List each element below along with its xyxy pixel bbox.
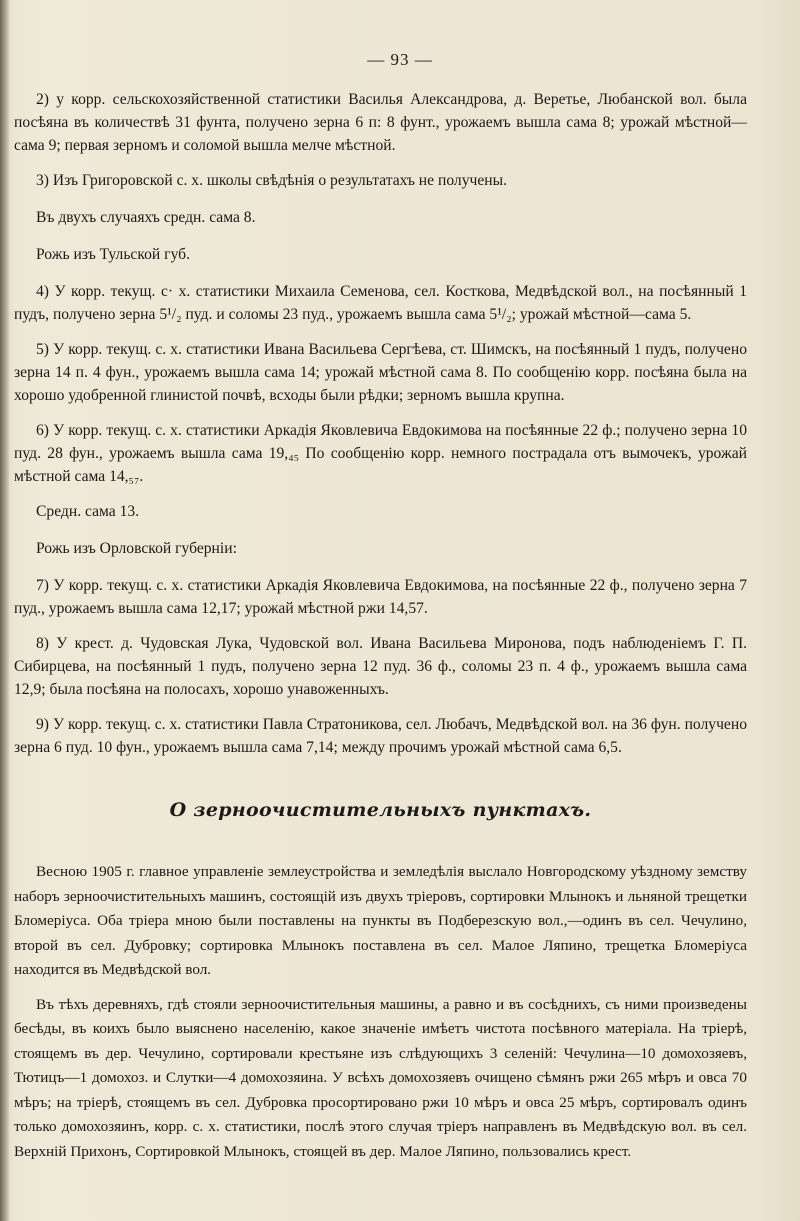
- page-body: [14, 88, 747, 1174]
- section-body: [14, 860, 747, 1164]
- subheading-orel-rye: Рожь изъ Орловской губерніи:: [36, 540, 237, 557]
- paragraph-item-2: 2) у корр. сельскохозяйственной статистики Василья Александрова, д. Веретье, Любанской вол. была посѣяна въ количествѣ 31 фунта, получено зерна 6 п: 8 фунт., урожаемъ вышла сама 8; урожай мѣстной—сама 9; первая зерномъ и соломой вышла мелче мѣстной.: [14, 91, 747, 154]
- paragraph-item-9: 9) У корр. текущ. с. х. статистики Павла Стратоникова, сел. Любачъ, Медвѣдской вол. на 36 фун. получено зерна 6 пуд. 10 фун., урожаемъ вышла сама 7,14; между прочимъ урожай мѣстной сама 6,5.: [14, 716, 747, 756]
- paragraph-item-5: 5) У корр. текущ. с. х. статистики Ивана Васильева Сергѣева, ст. Шимскъ, на посѣянный 1 пудъ, получено зерна 14 п. 4 фун., урожаемъ вышла сама 14; урожай мѣстной сама 8. По сообщенію корр. посѣяна была на хорошо удобренной глинистой почвѣ, всходы были рѣдки; зерномъ вышла крупна.: [14, 341, 747, 404]
- page-binding-edge: [0, 0, 9, 1221]
- summary-average-13: Средн. сама 13.: [36, 503, 140, 520]
- paragraph-spring-1905: Весною 1905 г. главное управленіе землеустройства и земледѣлія выслало Новгородскому уѣздному земству наборъ зерноочистительныхъ машинъ, состоящій изъ двухъ тріеровъ, сортировки Млынокъ и льняной трещетки Бломеріуса. Оба тріера мною были поставлены на пункты въ Подберезскую вол.,—одинъ въ сел. Чечулино, второй въ сел. Дубровку; сортировка Млынокъ поставлена въ сел. Малое Ляпино, трещетка Бломеріуса находится въ Медвѣдской вол.: [14, 863, 747, 978]
- summary-two-cases: Въ двухъ случаяхъ средн. сама 8.: [36, 209, 256, 226]
- paragraph-item-3: 3) Изъ Григоровской с. х. школы свѣдѣнія о результатахъ не получены.: [36, 172, 507, 189]
- paragraph-villages: Въ тѣхъ деревняхъ, гдѣ стояли зерноочистительныя машины, а равно и въ сосѣднихъ, съ ними произведены бесѣды, въ коихъ было выяснено населенію, какое значеніе имѣетъ чистота посѣвного матеріала. На тріерѣ, стоящемъ въ дер. Чечулино, сортировали крестьяне изъ слѣдующихъ 3 селеній: Чечулина—10 домохозяевъ, Тютицъ—1 домохоз. и Слутки—4 домохозяина. У всѣхъ домохозяевъ очищено сѣмянъ ржи 265 мѣръ и овса 70 мѣръ; на тріерѣ, стоящемъ въ сел. Дубровка просортировано ржи 10 мѣръ и овса 25 мѣръ, сортировалъ одинъ только домохозяинъ, корр. с. х. статистики, послѣ этого случая тріеръ направленъ въ Медвѣдскую вол. въ сел. Верхній Прихонъ, Сортировкой Млынокъ, стоящей въ дер. Малое Ляпино, пользовались крест.: [14, 995, 747, 1160]
- paragraph-item-4: 4) У корр. текущ. с· х. статистики Михаила Семенова, сел. Косткова, Медвѣдской вол., на посѣянный 1 пудъ, получено зерна 5¹/₂ пуд. и соломы 23 пуд., урожаемъ вышла сама 5¹/₂; урожай мѣстной—сама 5.: [14, 283, 747, 323]
- paragraph-item-6: 6) У корр. текущ. с. х. статистики Аркадія Яковлевича Евдокимова на посѣянные 22 ф.; получено зерна 10 пуд. 28 фун., урожаемъ вышла сама 19,₄₅ По сообщенію корр. немного пострадала отъ вымочекъ, урожай мѣстной сама 14,₅₇.: [14, 422, 747, 485]
- paragraph-item-8: 8) У крест. д. Чудовская Лука, Чудовской вол. Ивана Васильева Миронова, подъ наблюденіемъ Г. П. Сибирцева, на посѣянный 1 пудъ, получено зерна 12 пуд. 36 ф., соломы 23 п. 4 ф., урожаемъ вышла сама 12,9; была посѣяна на полосахъ, хорошо унавоженныхъ.: [14, 635, 747, 698]
- section-heading: О зерноочистительныхъ пунктахъ.: [169, 799, 592, 821]
- subheading-tula-rye: Рожь изъ Тульской губ.: [36, 246, 190, 263]
- page-number: — 93 —: [367, 50, 433, 69]
- paragraph-item-7: 7) У корр. текущ. с. х. статистики Аркадія Яковлевича Евдокимова, на посѣянные 22 ф., получено зерна 7 пуд., урожаемъ вышла сама 12,17; урожай мѣстной ржи 14,57.: [14, 577, 747, 617]
